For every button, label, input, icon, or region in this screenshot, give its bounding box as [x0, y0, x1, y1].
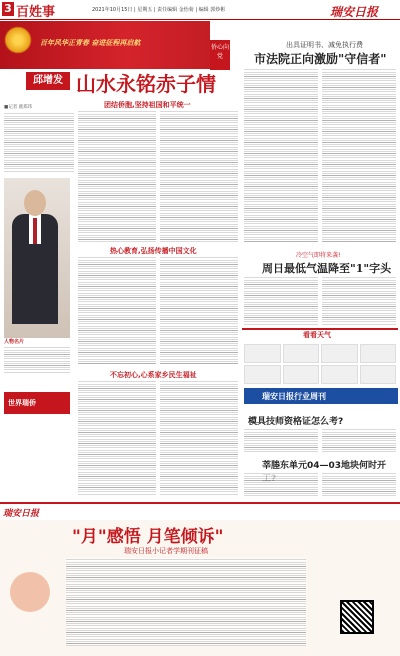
header-info: 2021年10月15日 | 星期五 | 责任编辑 金怡菊 | 编辑 郭炒彬	[92, 7, 226, 13]
brief-q2-col-b	[322, 472, 396, 498]
weather-cell	[360, 365, 397, 384]
weather-cell	[321, 365, 358, 384]
subhead-3: 不忘初心,心系家乡民生福祉	[110, 371, 197, 379]
brief-q1-title: 模具技师资格证怎么考?	[248, 417, 344, 427]
main-headline: 山水永铭赤子情	[76, 72, 216, 96]
badge-text: 世界瑞侨	[8, 399, 36, 407]
byline: ■记者 鹿郑玮	[4, 105, 33, 110]
ad-band-text: 瑞安日报行业周刊	[262, 392, 326, 401]
poster-subtitle: 瑞安日报小记者学期刊征稿	[124, 547, 208, 555]
photo-caption: 人物名片	[4, 339, 25, 345]
brief-q2-col-a	[244, 472, 318, 498]
story1-col-b	[322, 68, 396, 242]
weather-cell	[283, 365, 320, 384]
body-col-3b	[160, 380, 238, 496]
weather-cell	[360, 344, 397, 363]
flower-icon	[4, 26, 32, 54]
banner-slogan: 百年风华正青春 奋进征程再启航	[40, 39, 141, 47]
footer-logo: 瑞安日报	[3, 509, 40, 519]
weather-cell	[244, 344, 281, 363]
story1-title: 市法院正向激励"守信者"	[254, 52, 387, 66]
story2-col-a	[244, 276, 318, 326]
page-number: 3	[2, 2, 14, 16]
body-col-2a	[78, 256, 156, 364]
body-col-3a	[78, 380, 156, 496]
newspaper-logo: 瑞安日报	[330, 5, 379, 19]
story2-kicker: 冷空气即将来袭!	[296, 252, 341, 259]
weather-cell	[283, 344, 320, 363]
subhead-2: 热心教育,弘扬传播中国文化	[110, 247, 197, 255]
body-col-1b	[160, 110, 238, 242]
subhead-1: 团结侨胞,坚持祖国和平统一	[104, 101, 191, 109]
body-col-1a	[78, 110, 156, 242]
headline-tag: 邱增发	[26, 72, 70, 90]
brief-q1-col-b	[322, 428, 396, 454]
story2-col-b	[322, 276, 396, 326]
weather-grid	[244, 344, 396, 384]
column-tag: 侨心向党	[210, 40, 230, 70]
story2-title: 周日最低气温降至"1"字头	[262, 262, 392, 275]
poster-text	[66, 558, 306, 646]
qr-code-icon[interactable]	[340, 600, 374, 634]
weather-cell	[244, 365, 281, 384]
person-head	[24, 190, 46, 216]
poster-title: "月"感悟 月笔倾诉"	[72, 527, 224, 547]
intro-text	[4, 112, 74, 172]
story1-col-a	[244, 68, 318, 242]
person-tie	[33, 218, 37, 244]
weather-title: 看看天气	[303, 331, 331, 339]
weather-cell	[321, 344, 358, 363]
section-title: 百姓事	[16, 5, 56, 20]
story1-kicker: 出具证明书、减免执行费	[286, 41, 363, 49]
profile-text	[4, 346, 70, 374]
brief-q2-title: 莘塍东单元04—03地块何时开	[262, 461, 387, 471]
footer-rule	[0, 502, 400, 518]
mascot-icon	[10, 572, 50, 612]
body-col-2b	[160, 256, 238, 364]
brief-q1-col-a	[244, 428, 318, 454]
